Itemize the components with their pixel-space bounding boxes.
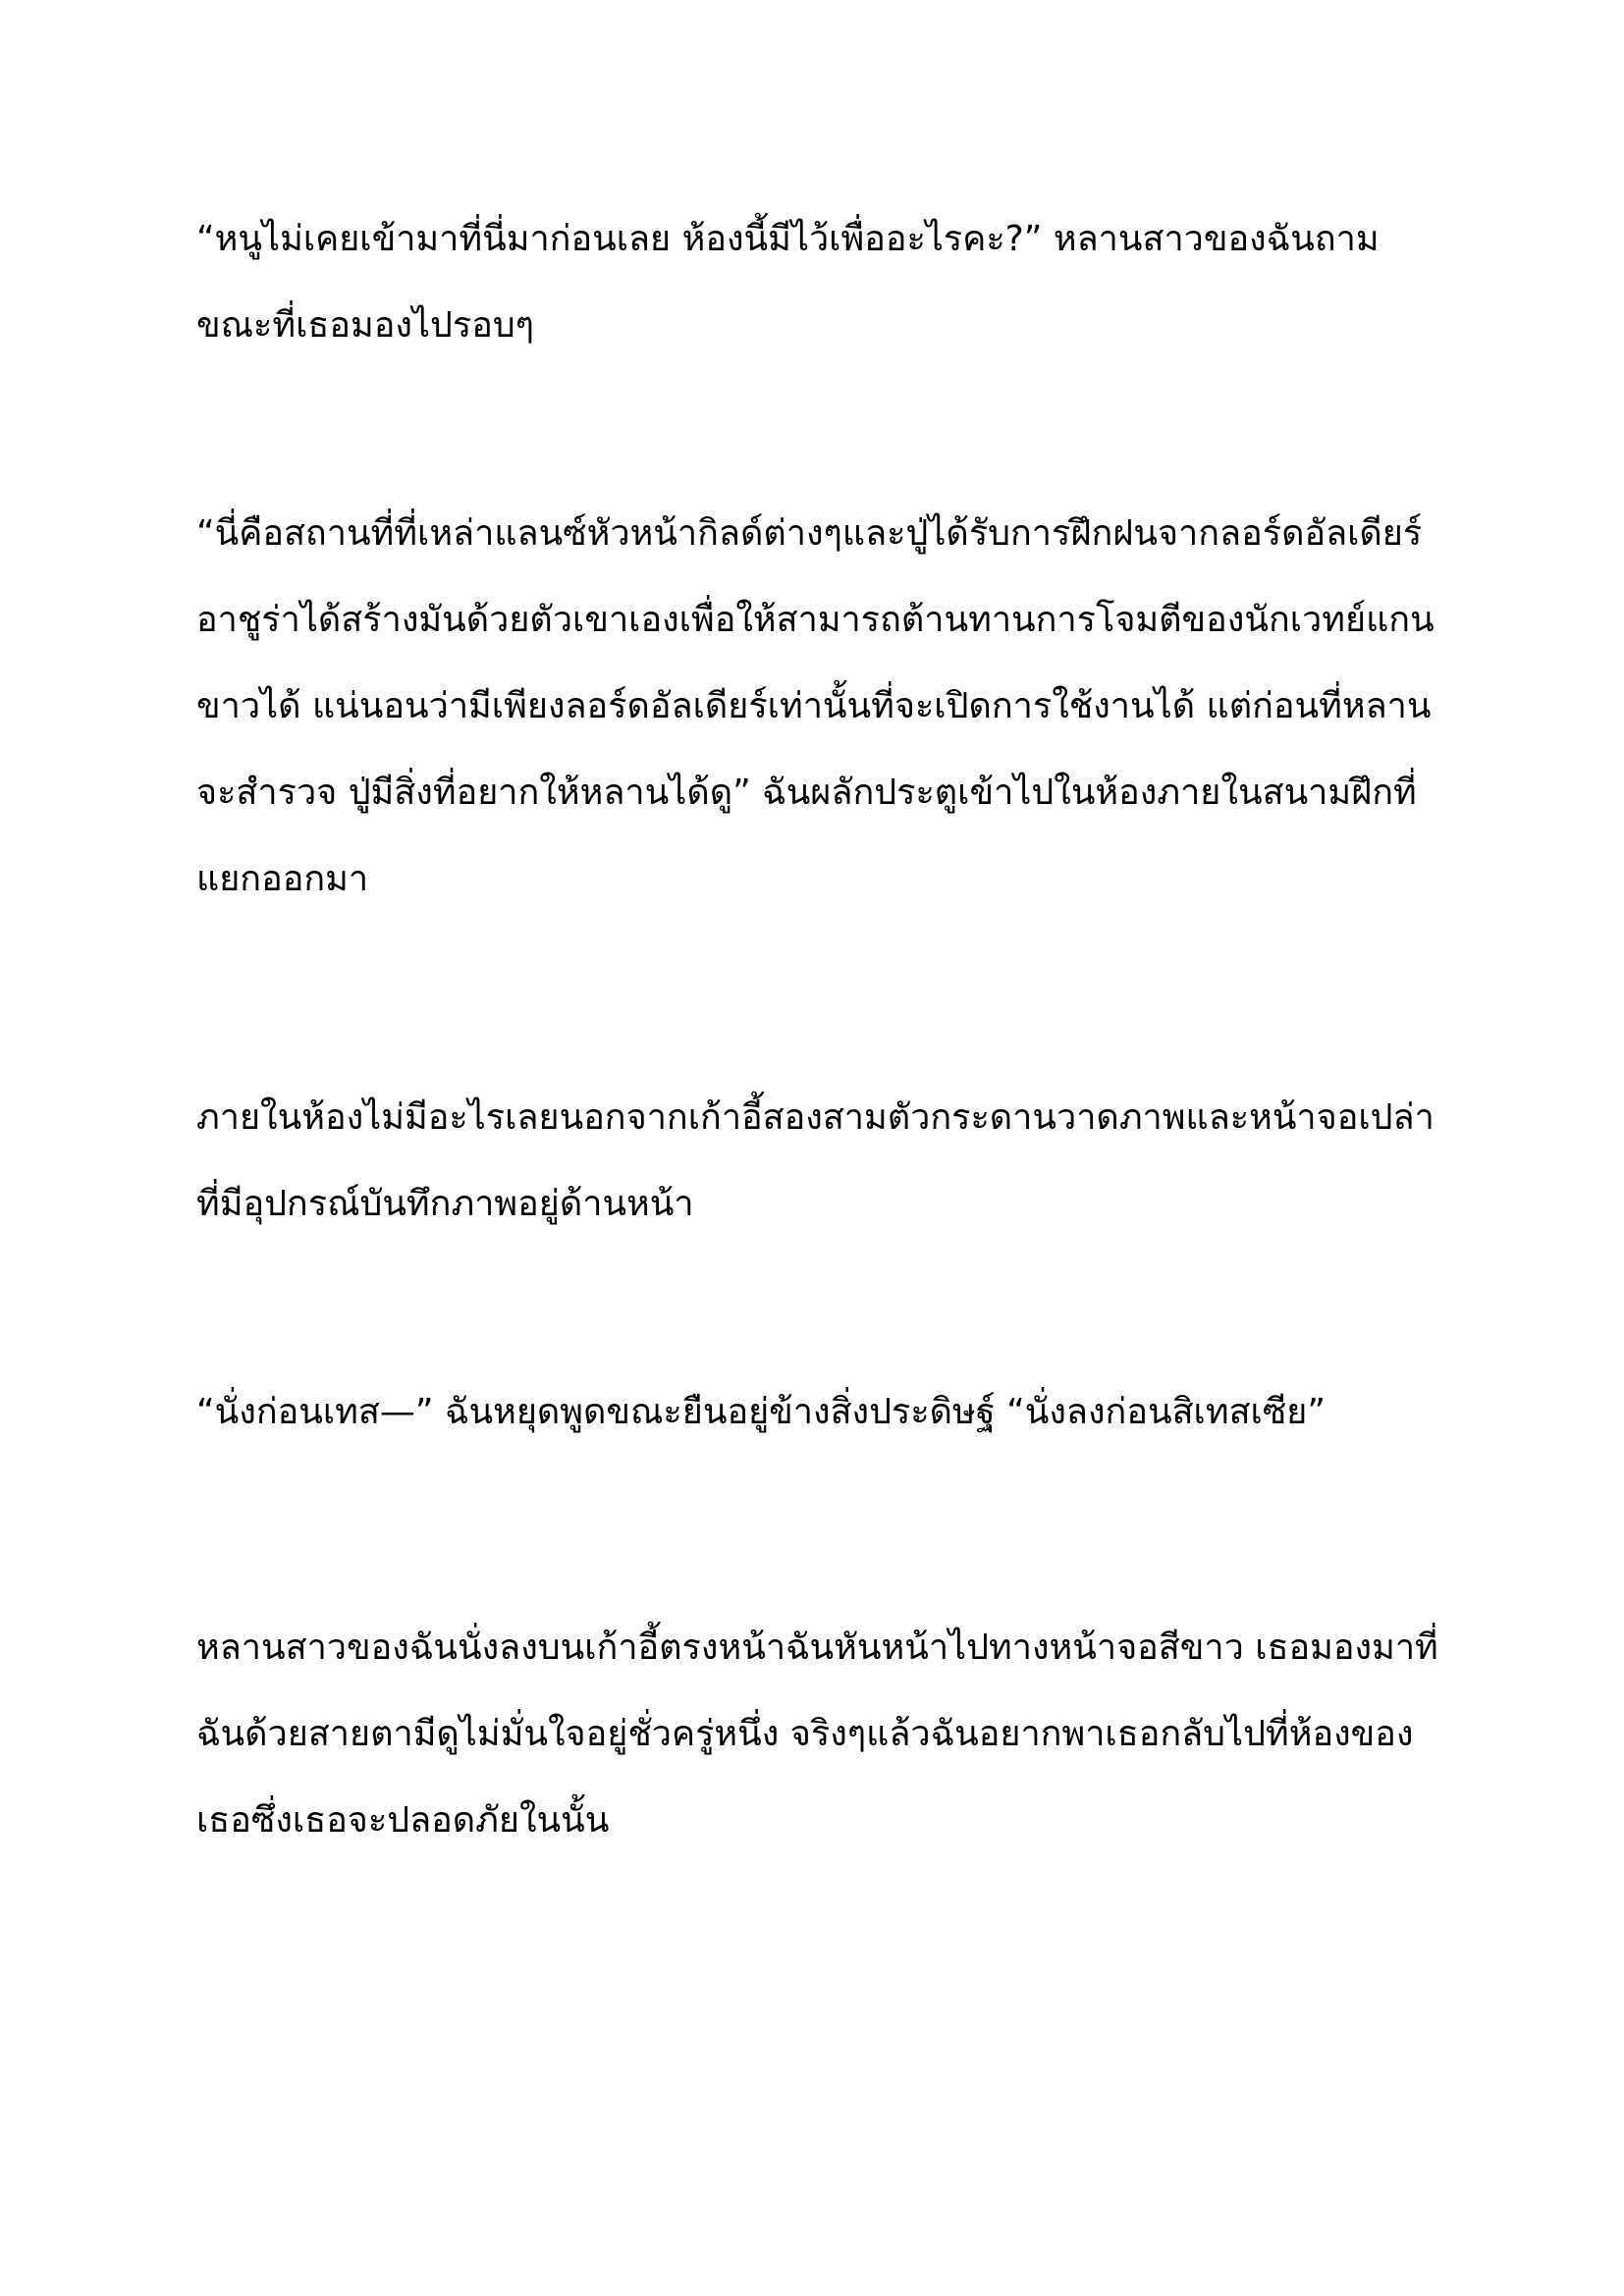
paragraph-room-description	[196, 1075, 1434, 1248]
text-line: หลานสาวของฉันนั่งลงบนเก้าอี้ตรงหน้าฉันหันหน้าไปทางหน้าจอสีขาว เธอมองมาที่	[196, 1628, 1438, 1668]
text-line: “นั่งก่อนเทส—” ฉันหยุดพูดขณะยืนอยู่ข้างสิ่งประดิษฐ์ “นั่งลงก่อนสิเทสเซีย”	[196, 1392, 1326, 1432]
paragraph-explanation	[196, 491, 1434, 923]
text-line: ขณะที่เธอมองไปรอบๆ	[196, 305, 535, 346]
text-line: อาชูร่าได้สร้างมันด้วยตัวเขาเองเพื่อให้สามารถต้านทานการโจมตีของนักเวทย์แกน	[196, 600, 1435, 640]
text-line: เธอซึ่งเธอจะปลอดภัยในนั้น	[196, 1800, 610, 1841]
text-line: ขาวได้ แน่นอนว่ามีเพียงลอร์ดอัลเดียร์เท่านั้นที่จะเปิดการใช้งานได้ แต่ก่อนที่หลาน	[196, 686, 1432, 726]
text-line: ฉันด้วยสายตามีดูไม่มั่นใจอยู่ชั่วครู่หนึ่ง จริงๆแล้วฉันอยากพาเธอกลับไปที่ห้องของ	[196, 1714, 1414, 1754]
text-line: จะสำรวจ ปู่มีสิ่งที่อยากให้หลานได้ดู” ฉันผลักประตูเข้าไปในห้องภายในสนามฝึกที่	[196, 773, 1417, 813]
text-line: “หนูไม่เคยเข้ามาที่นี่มาก่อนเลย ห้องนี้มีไว้เพื่ออะไรคะ?” หลานสาวของฉันถาม	[196, 219, 1380, 259]
text-line: ที่มีอุปกรณ์บันทึกภาพอยู่ด้านหน้า	[196, 1184, 694, 1224]
text-line: แยกออกมา	[196, 859, 369, 899]
text-line: ภายในห้องไม่มีอะไรเลยนอกจากเก้าอี้สองสามตัวกระดานวาดภาพและหน้าจอเปล่า	[196, 1097, 1435, 1138]
text-line: “นี่คือสถานที่ที่เหล่าแลนซ์หัวหน้ากิลด์ต่างๆและปู่ได้รับการฝึกฝนจากลอร์ดอัลเดียร์	[196, 513, 1423, 554]
paragraph-niece-sits	[196, 1605, 1438, 1864]
paragraph-sit-down	[196, 1369, 1434, 1456]
paragraph-question	[196, 196, 1434, 369]
